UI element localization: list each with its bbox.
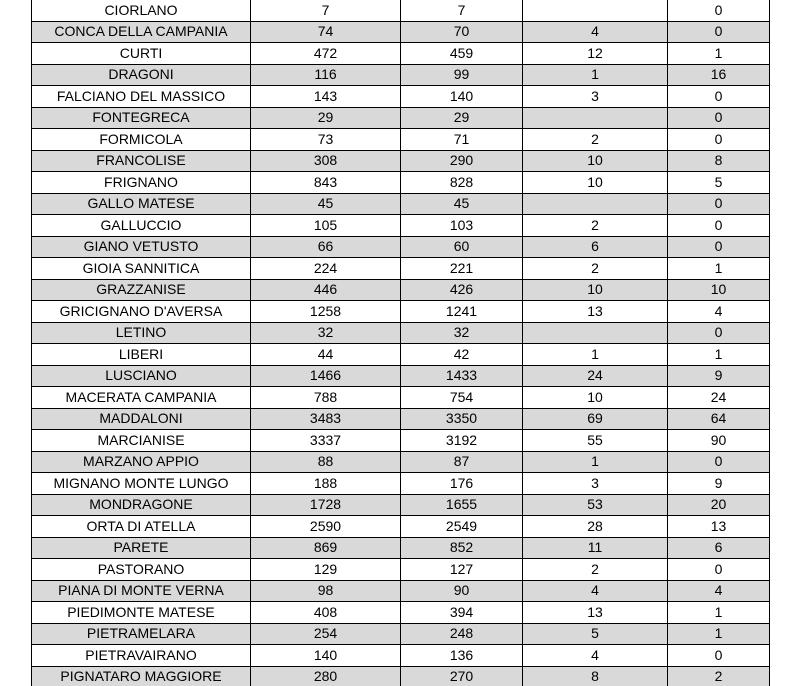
municipality-table bbox=[31, 0, 770, 686]
value-cell-1: 869 bbox=[251, 537, 401, 559]
value-cell-1: 224 bbox=[251, 258, 401, 280]
table-row bbox=[32, 645, 770, 667]
table-row bbox=[32, 129, 770, 151]
table-row bbox=[32, 0, 770, 21]
value-cell-4: 4 bbox=[668, 580, 770, 602]
table-row bbox=[32, 537, 770, 559]
value-cell-4: 13 bbox=[668, 516, 770, 538]
municipality-cell: MIGNANO MONTE LUNGO bbox=[32, 473, 251, 495]
value-cell-3: 24 bbox=[523, 365, 668, 387]
value-cell-3: 2 bbox=[523, 215, 668, 237]
value-cell-3: 11 bbox=[523, 537, 668, 559]
table-body bbox=[32, 0, 770, 686]
value-cell-3: 3 bbox=[523, 86, 668, 108]
value-cell-3: 55 bbox=[523, 430, 668, 452]
value-cell-1: 788 bbox=[251, 387, 401, 409]
municipality-cell: MARCIANISE bbox=[32, 430, 251, 452]
value-cell-3: 10 bbox=[523, 279, 668, 301]
value-cell-3 bbox=[523, 0, 668, 21]
value-cell-3: 2 bbox=[523, 559, 668, 581]
value-cell-3: 4 bbox=[523, 645, 668, 667]
value-cell-2: 87 bbox=[401, 451, 523, 473]
table-row bbox=[32, 344, 770, 366]
value-cell-1: 143 bbox=[251, 86, 401, 108]
value-cell-1: 3483 bbox=[251, 408, 401, 430]
value-cell-2: 140 bbox=[401, 86, 523, 108]
value-cell-3: 1 bbox=[523, 451, 668, 473]
table-row bbox=[32, 494, 770, 516]
value-cell-4: 6 bbox=[668, 537, 770, 559]
table-row bbox=[32, 408, 770, 430]
value-cell-4: 64 bbox=[668, 408, 770, 430]
value-cell-1: 188 bbox=[251, 473, 401, 495]
table-row bbox=[32, 516, 770, 538]
value-cell-1: 140 bbox=[251, 645, 401, 667]
municipality-cell: PIANA DI MONTE VERNA bbox=[32, 580, 251, 602]
value-cell-2: 90 bbox=[401, 580, 523, 602]
value-cell-2: 248 bbox=[401, 623, 523, 645]
value-cell-4: 0 bbox=[668, 645, 770, 667]
value-cell-3: 5 bbox=[523, 623, 668, 645]
value-cell-1: 280 bbox=[251, 666, 401, 686]
value-cell-4: 0 bbox=[668, 21, 770, 43]
value-cell-2: 3350 bbox=[401, 408, 523, 430]
value-cell-3 bbox=[523, 193, 668, 215]
table-row bbox=[32, 64, 770, 86]
table-row bbox=[32, 580, 770, 602]
table-row bbox=[32, 21, 770, 43]
value-cell-1: 44 bbox=[251, 344, 401, 366]
value-cell-2: 221 bbox=[401, 258, 523, 280]
value-cell-4: 0 bbox=[668, 236, 770, 258]
value-cell-4: 2 bbox=[668, 666, 770, 686]
value-cell-3: 8 bbox=[523, 666, 668, 686]
municipality-cell: CIORLANO bbox=[32, 0, 251, 21]
value-cell-4: 1 bbox=[668, 602, 770, 624]
municipality-cell: FALCIANO DEL MASSICO bbox=[32, 86, 251, 108]
municipality-cell: FRIGNANO bbox=[32, 172, 251, 194]
value-cell-1: 98 bbox=[251, 580, 401, 602]
value-cell-2: 290 bbox=[401, 150, 523, 172]
value-cell-1: 3337 bbox=[251, 430, 401, 452]
value-cell-2: 103 bbox=[401, 215, 523, 237]
value-cell-2: 828 bbox=[401, 172, 523, 194]
table-row bbox=[32, 473, 770, 495]
value-cell-1: 843 bbox=[251, 172, 401, 194]
value-cell-3: 10 bbox=[523, 387, 668, 409]
municipality-cell: LIBERI bbox=[32, 344, 251, 366]
table-row bbox=[32, 365, 770, 387]
municipality-cell: MONDRAGONE bbox=[32, 494, 251, 516]
value-cell-2: 1241 bbox=[401, 301, 523, 323]
table-row bbox=[32, 430, 770, 452]
value-cell-2: 99 bbox=[401, 64, 523, 86]
value-cell-4: 4 bbox=[668, 301, 770, 323]
value-cell-2: 394 bbox=[401, 602, 523, 624]
municipality-cell: ORTA DI ATELLA bbox=[32, 516, 251, 538]
value-cell-4: 0 bbox=[668, 215, 770, 237]
value-cell-4: 16 bbox=[668, 64, 770, 86]
value-cell-3: 4 bbox=[523, 580, 668, 602]
value-cell-1: 1466 bbox=[251, 365, 401, 387]
municipality-cell: GIANO VETUSTO bbox=[32, 236, 251, 258]
municipality-cell: LETINO bbox=[32, 322, 251, 344]
municipality-cell: GALLO MATESE bbox=[32, 193, 251, 215]
value-cell-4: 10 bbox=[668, 279, 770, 301]
value-cell-2: 426 bbox=[401, 279, 523, 301]
value-cell-1: 105 bbox=[251, 215, 401, 237]
value-cell-3: 1 bbox=[523, 344, 668, 366]
value-cell-3 bbox=[523, 107, 668, 129]
table-row bbox=[32, 301, 770, 323]
value-cell-3: 2 bbox=[523, 129, 668, 151]
value-cell-2: 852 bbox=[401, 537, 523, 559]
table-row bbox=[32, 107, 770, 129]
value-cell-1: 66 bbox=[251, 236, 401, 258]
value-cell-1: 408 bbox=[251, 602, 401, 624]
municipality-cell: FONTEGRECA bbox=[32, 107, 251, 129]
value-cell-3: 10 bbox=[523, 172, 668, 194]
value-cell-4: 0 bbox=[668, 107, 770, 129]
value-cell-2: 45 bbox=[401, 193, 523, 215]
value-cell-3: 6 bbox=[523, 236, 668, 258]
value-cell-1: 129 bbox=[251, 559, 401, 581]
value-cell-2: 32 bbox=[401, 322, 523, 344]
table-row bbox=[32, 279, 770, 301]
table-row bbox=[32, 387, 770, 409]
municipality-cell: MACERATA CAMPANIA bbox=[32, 387, 251, 409]
value-cell-4: 0 bbox=[668, 322, 770, 344]
value-cell-3: 13 bbox=[523, 602, 668, 624]
value-cell-2: 42 bbox=[401, 344, 523, 366]
municipality-cell: DRAGONI bbox=[32, 64, 251, 86]
value-cell-2: 754 bbox=[401, 387, 523, 409]
municipality-cell: PARETE bbox=[32, 537, 251, 559]
value-cell-1: 32 bbox=[251, 322, 401, 344]
value-cell-4: 0 bbox=[668, 129, 770, 151]
value-cell-1: 73 bbox=[251, 129, 401, 151]
value-cell-3: 4 bbox=[523, 21, 668, 43]
value-cell-4: 9 bbox=[668, 365, 770, 387]
value-cell-2: 7 bbox=[401, 0, 523, 21]
value-cell-4: 1 bbox=[668, 623, 770, 645]
value-cell-1: 446 bbox=[251, 279, 401, 301]
municipality-cell: GIOIA SANNITICA bbox=[32, 258, 251, 280]
value-cell-1: 308 bbox=[251, 150, 401, 172]
value-cell-1: 116 bbox=[251, 64, 401, 86]
value-cell-4: 0 bbox=[668, 193, 770, 215]
value-cell-4: 0 bbox=[668, 451, 770, 473]
value-cell-4: 0 bbox=[668, 0, 770, 21]
value-cell-1: 2590 bbox=[251, 516, 401, 538]
table-row bbox=[32, 623, 770, 645]
value-cell-2: 70 bbox=[401, 21, 523, 43]
value-cell-1: 74 bbox=[251, 21, 401, 43]
municipality-cell: PIETRAMELARA bbox=[32, 623, 251, 645]
municipality-cell: PIGNATARO MAGGIORE bbox=[32, 666, 251, 686]
municipality-cell: PIEDIMONTE MATESE bbox=[32, 602, 251, 624]
table-row bbox=[32, 193, 770, 215]
table-row bbox=[32, 43, 770, 65]
value-cell-1: 1728 bbox=[251, 494, 401, 516]
value-cell-3 bbox=[523, 322, 668, 344]
municipality-cell: MARZANO APPIO bbox=[32, 451, 251, 473]
table-row bbox=[32, 602, 770, 624]
value-cell-4: 90 bbox=[668, 430, 770, 452]
municipality-cell: MADDALONI bbox=[32, 408, 251, 430]
value-cell-4: 5 bbox=[668, 172, 770, 194]
value-cell-3: 53 bbox=[523, 494, 668, 516]
table-row bbox=[32, 559, 770, 581]
value-cell-2: 127 bbox=[401, 559, 523, 581]
value-cell-1: 472 bbox=[251, 43, 401, 65]
value-cell-4: 1 bbox=[668, 344, 770, 366]
value-cell-2: 176 bbox=[401, 473, 523, 495]
municipality-cell: FRANCOLISE bbox=[32, 150, 251, 172]
table-row bbox=[32, 236, 770, 258]
value-cell-1: 254 bbox=[251, 623, 401, 645]
value-cell-2: 60 bbox=[401, 236, 523, 258]
value-cell-2: 29 bbox=[401, 107, 523, 129]
table-row bbox=[32, 322, 770, 344]
value-cell-2: 1655 bbox=[401, 494, 523, 516]
municipality-cell: PIETRAVAIRANO bbox=[32, 645, 251, 667]
table-row bbox=[32, 451, 770, 473]
value-cell-2: 71 bbox=[401, 129, 523, 151]
value-cell-3: 28 bbox=[523, 516, 668, 538]
municipality-cell: GRICIGNANO D'AVERSA bbox=[32, 301, 251, 323]
value-cell-1: 29 bbox=[251, 107, 401, 129]
value-cell-2: 136 bbox=[401, 645, 523, 667]
value-cell-3: 13 bbox=[523, 301, 668, 323]
value-cell-1: 88 bbox=[251, 451, 401, 473]
value-cell-4: 1 bbox=[668, 258, 770, 280]
value-cell-3: 1 bbox=[523, 64, 668, 86]
municipality-cell: PASTORANO bbox=[32, 559, 251, 581]
value-cell-2: 3192 bbox=[401, 430, 523, 452]
value-cell-3: 10 bbox=[523, 150, 668, 172]
table-row bbox=[32, 258, 770, 280]
value-cell-2: 1433 bbox=[401, 365, 523, 387]
value-cell-3: 69 bbox=[523, 408, 668, 430]
value-cell-4: 0 bbox=[668, 559, 770, 581]
value-cell-3: 2 bbox=[523, 258, 668, 280]
value-cell-4: 9 bbox=[668, 473, 770, 495]
value-cell-4: 8 bbox=[668, 150, 770, 172]
municipality-cell: FORMICOLA bbox=[32, 129, 251, 151]
value-cell-2: 2549 bbox=[401, 516, 523, 538]
table-row bbox=[32, 215, 770, 237]
value-cell-2: 459 bbox=[401, 43, 523, 65]
value-cell-2: 270 bbox=[401, 666, 523, 686]
value-cell-4: 24 bbox=[668, 387, 770, 409]
municipality-cell: CONCA DELLA CAMPANIA bbox=[32, 21, 251, 43]
value-cell-1: 7 bbox=[251, 0, 401, 21]
table-row bbox=[32, 150, 770, 172]
municipality-cell: LUSCIANO bbox=[32, 365, 251, 387]
table-row bbox=[32, 172, 770, 194]
value-cell-4: 1 bbox=[668, 43, 770, 65]
municipality-cell: CURTI bbox=[32, 43, 251, 65]
value-cell-3: 3 bbox=[523, 473, 668, 495]
value-cell-3: 12 bbox=[523, 43, 668, 65]
table-row bbox=[32, 666, 770, 686]
municipality-cell: GRAZZANISE bbox=[32, 279, 251, 301]
table-row bbox=[32, 86, 770, 108]
value-cell-4: 20 bbox=[668, 494, 770, 516]
value-cell-4: 0 bbox=[668, 86, 770, 108]
municipality-cell: GALLUCCIO bbox=[32, 215, 251, 237]
value-cell-1: 45 bbox=[251, 193, 401, 215]
value-cell-1: 1258 bbox=[251, 301, 401, 323]
